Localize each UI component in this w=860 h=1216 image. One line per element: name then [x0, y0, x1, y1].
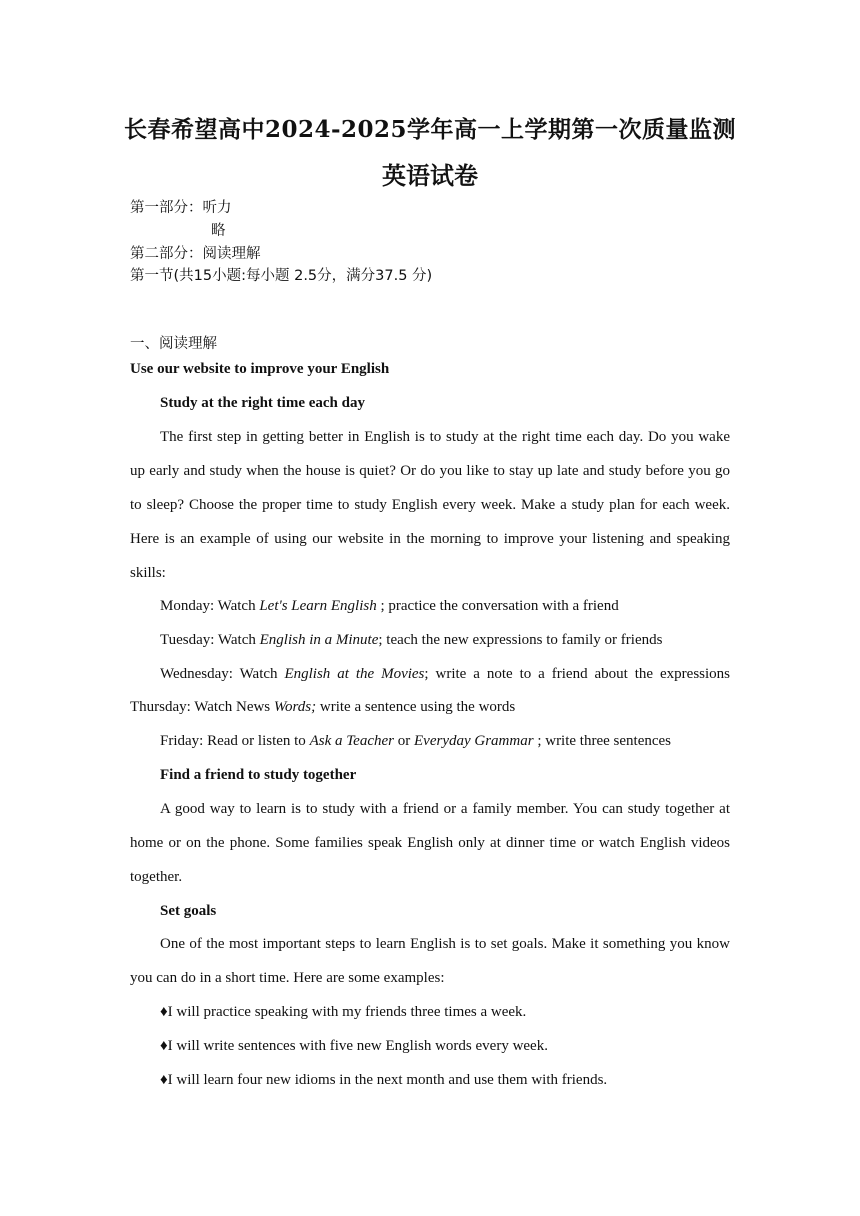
- part2-label: 第二部分：阅读理解: [130, 246, 261, 262]
- part1-label: 第一部分：听力: [130, 200, 232, 216]
- schedule-tuesday: Tuesday: Watch English in a Minute; teach the new expressions to family or friends: [160, 632, 663, 648]
- paragraph-line: home or on the phone. Some families speak English only at dinner time or watch English videos: [130, 835, 730, 851]
- heading-set-goals: Set goals: [160, 903, 217, 919]
- goal-bullet: ♦I will learn four new idioms in the next month and use them with friends.: [160, 1072, 608, 1088]
- paragraph-line: The first step in getting better in English is to study at the right time each day. Do you wake: [160, 429, 730, 445]
- goal-bullet: ♦I will write sentences with five new English words every week.: [160, 1038, 548, 1054]
- heading-study-together: Find a friend to study together: [160, 767, 357, 783]
- paragraph-line: you can do in a short time. Here are some examples:: [130, 970, 445, 986]
- goal-bullet: ♦I will practice speaking with my friends three times a week.: [160, 1004, 527, 1020]
- exam-title: 长春希望高中2024-2025学年高一上学期第一次质量监测: [123, 116, 737, 143]
- part1-note: 略: [211, 223, 226, 239]
- schedule-wednesday: Wednesday: Watch English at the Movies; write a note to a friend about the expressions: [160, 666, 730, 682]
- schedule-thursday: Thursday: Watch News Words; write a sentence using the words: [130, 699, 516, 715]
- reading-label: 一、阅读理解: [130, 336, 217, 352]
- schedule-monday: Monday: Watch Let's Learn English ; practice the conversation with a friend: [160, 598, 619, 614]
- paragraph-line: to sleep? Choose the proper time to study English every week. Make a study plan for each week.: [130, 497, 730, 513]
- schedule-friday: Friday: Read or listen to Ask a Teacher or Everyday Grammar ; write three sentences: [160, 733, 672, 749]
- article-title: Use our website to improve your English: [130, 361, 390, 377]
- heading-study-time: Study at the right time each day: [160, 395, 365, 411]
- paragraph-line: One of the most important steps to learn English is to set goals. Make it something you know: [160, 936, 730, 952]
- paragraph-line: A good way to learn is to study with a friend or a family member. You can study together at: [160, 801, 730, 817]
- paragraph-line: together.: [130, 869, 183, 885]
- section1-label: 第一节(共15小题:每小题 2.5分，满分37.5 分): [130, 268, 433, 284]
- paragraph-line: skills:: [130, 565, 166, 581]
- paragraph-line: Here is an example of using our website in the morning to improve your listening and speaking: [130, 531, 730, 547]
- exam-subtitle: 英语试卷: [382, 162, 478, 190]
- paragraph-line: up early and study when the house is quiet? Or do you like to stay up late and study before you go: [130, 463, 730, 479]
